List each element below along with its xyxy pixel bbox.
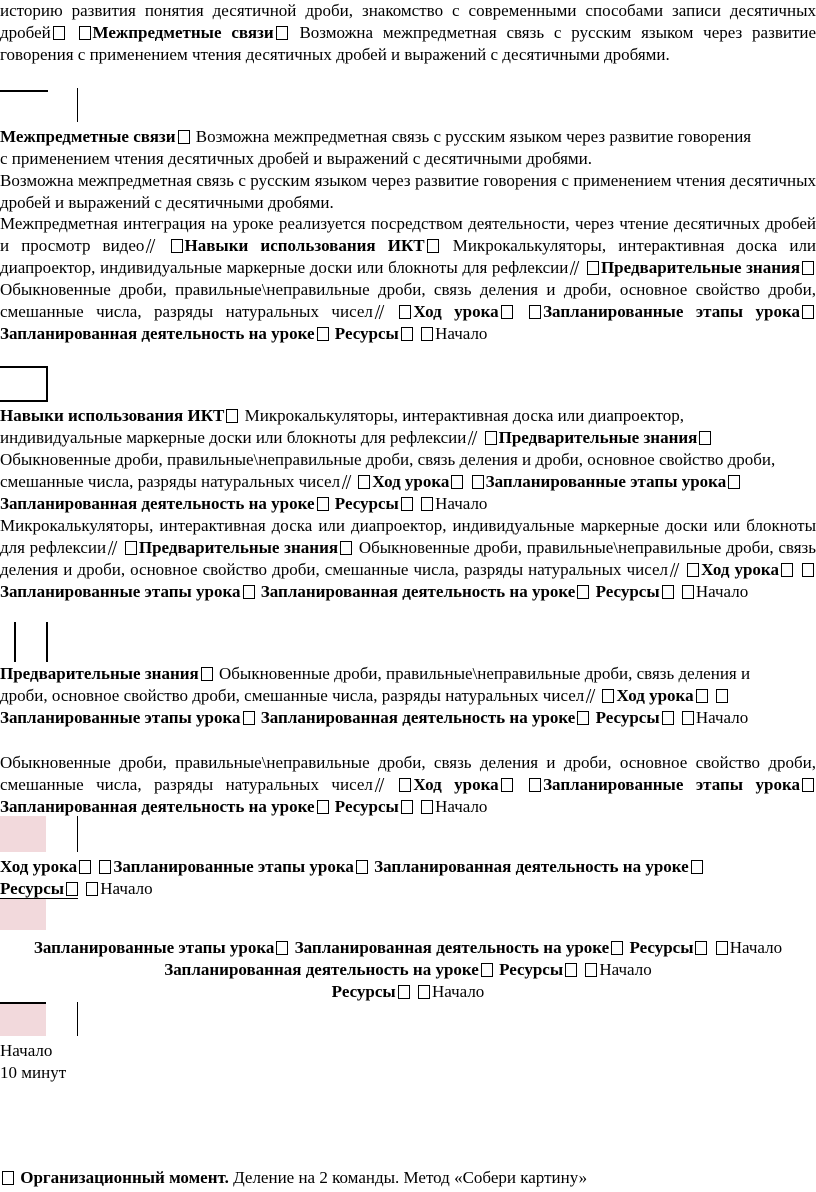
box-glyph-icon xyxy=(401,800,413,814)
table-border xyxy=(77,1002,78,1036)
box-glyph-icon xyxy=(401,327,413,341)
box-glyph-icon xyxy=(662,711,674,725)
box-glyph-icon xyxy=(472,475,484,489)
box-glyph-icon xyxy=(125,541,137,555)
slash-glyph-icon xyxy=(107,541,117,555)
box-glyph-icon xyxy=(99,860,111,874)
box-glyph-icon xyxy=(398,985,410,999)
slash-glyph-icon xyxy=(341,475,351,489)
box-glyph-icon xyxy=(481,963,493,977)
box-glyph-icon xyxy=(699,431,711,445)
box-glyph-icon xyxy=(802,778,814,792)
slash-glyph-icon xyxy=(585,689,595,703)
box-glyph-icon xyxy=(171,239,183,253)
slash-glyph-icon xyxy=(669,563,679,577)
box-glyph-icon xyxy=(317,497,329,511)
box-glyph-icon xyxy=(340,541,352,555)
box-glyph-icon xyxy=(691,860,703,874)
box-glyph-icon xyxy=(687,563,699,577)
box-glyph-icon xyxy=(781,563,793,577)
table-border xyxy=(77,816,78,852)
paragraph-fractions: Обыкновенные дроби, правильные\неправильные дроби, связь деления и дроби, основное свойство дроби, смешанные числа, разряды натуральных чисел Ход урока Запланированные этапы урока Запланированная деятельность на уроке Ресурсы Начало xyxy=(0,753,816,816)
box-glyph-icon xyxy=(421,800,433,814)
box-glyph-icon xyxy=(451,475,463,489)
box-glyph-icon xyxy=(399,778,411,792)
box-glyph-icon xyxy=(421,497,433,511)
box-glyph-icon xyxy=(529,778,541,792)
box-glyph-icon xyxy=(501,778,513,792)
slash-glyph-icon xyxy=(467,431,477,445)
box-glyph-icon xyxy=(577,585,589,599)
box-glyph-icon xyxy=(611,941,623,955)
box-glyph-icon xyxy=(276,941,288,955)
table-cell xyxy=(0,90,48,122)
box-glyph-icon xyxy=(79,860,91,874)
table-border xyxy=(77,88,78,122)
slash-glyph-icon xyxy=(145,239,155,253)
box-glyph-icon xyxy=(501,305,513,319)
box-glyph-icon xyxy=(226,409,238,423)
box-glyph-icon xyxy=(317,800,329,814)
paragraph-intro: историю развития понятия десятичной дроби, знакомство с современными способами записи десятичных дробей Межпредметные связи Возможна межпредметная связь с русским языком через развитие говорения с применением чтения десятичных дробей и выражений с десятичными дробями. xyxy=(0,1,816,64)
box-glyph-icon xyxy=(427,239,439,253)
table-cell-shaded xyxy=(0,1002,46,1036)
table-cell xyxy=(0,366,48,402)
table-cell-shaded xyxy=(0,898,46,930)
box-glyph-icon xyxy=(802,305,814,319)
box-glyph-icon xyxy=(802,261,814,275)
box-glyph-icon xyxy=(682,585,694,599)
box-glyph-icon xyxy=(399,305,411,319)
box-glyph-icon xyxy=(317,327,329,341)
slash-glyph-icon xyxy=(374,305,384,319)
box-glyph-icon xyxy=(716,689,728,703)
box-glyph-icon xyxy=(587,261,599,275)
box-glyph-icon xyxy=(86,882,98,896)
box-glyph-icon xyxy=(695,941,707,955)
box-glyph-icon xyxy=(418,985,430,999)
box-glyph-icon xyxy=(2,1171,14,1185)
box-glyph-icon xyxy=(401,497,413,511)
box-glyph-icon xyxy=(728,475,740,489)
table-cell-shaded xyxy=(0,816,46,852)
line-planned-activity: Запланированная деятельность на уроке Ресурсы Начало xyxy=(164,960,652,979)
box-glyph-icon xyxy=(662,585,674,599)
box-glyph-icon xyxy=(358,475,370,489)
slash-glyph-icon xyxy=(569,261,579,275)
box-glyph-icon xyxy=(577,711,589,725)
box-glyph-icon xyxy=(802,563,814,577)
box-glyph-icon xyxy=(716,941,728,955)
table-border xyxy=(14,622,16,662)
paragraph-interdisciplinary-2: Возможна межпредметная связь с русским языком через развитие говорения с применением чтения десятичных дробей и выражений с десятичными дробями. xyxy=(0,171,816,212)
box-glyph-icon xyxy=(565,963,577,977)
box-glyph-icon xyxy=(696,689,708,703)
box-glyph-icon xyxy=(485,431,497,445)
box-glyph-icon xyxy=(178,130,190,144)
lesson-start: Начало 10 минут xyxy=(0,1041,67,1082)
paragraph-org-moment: Организационный момент. Деление на 2 команды. Метод «Собери картину» xyxy=(0,1167,816,1189)
box-glyph-icon xyxy=(682,711,694,725)
paragraph-prior-knowledge: Предварительные знания Обыкновенные дроби, правильные\неправильные дроби, связь деления и дроби, основное свойство дроби, смешанные числа, разряды натуральных чисел Ход урока Запланированные этапы урока Запланированная деятельность на уроке Ресурсы Начало xyxy=(0,664,751,727)
box-glyph-icon xyxy=(421,327,433,341)
paragraph-interdisciplinary: Межпредметные связи Возможна межпредметная связь с русским языком через развитие говорения с применением чтения десятичных дробей и выражений с десятичными дробями. xyxy=(0,127,752,168)
paragraph-tools: Микрокалькуляторы, интерактивная доска или диапроектор, индивидуальные маркерные доски или блокноты для рефлексии Предварительные знания Обыкновенные дроби, правильные\неправильные дроби, связь деления и дроби, основное свойство дроби, смешанные числа, разряды натуральных чисел Ход урока Запланированные этапы урока Запланированная деятельность на уроке Ресурсы Начало xyxy=(0,516,816,601)
paragraph-integration: Межпредметная интеграция на уроке реализуется посредством деятельности, через чтение десятичных дробей и просмотр видео Навыки использования ИКТ Микрокалькуляторы, интерактивная доска или диапроектор, индивидуальные маркерные доски или блокноты для рефлексии Предварительные знания Обыкновенные дроби, правильные\неправильные дроби, связь деления и дроби, основное свойство дроби, смешанные числа, разряды натуральных чисел Ход урока Запланированные этапы урока Запланированная деятельность на уроке Ресурсы Начало xyxy=(0,214,816,343)
box-glyph-icon xyxy=(529,305,541,319)
table-border xyxy=(46,622,48,662)
box-glyph-icon xyxy=(356,860,368,874)
line-planned-stages: Запланированные этапы урока Запланированная деятельность на уроке Ресурсы Начало xyxy=(33,938,783,957)
table-border xyxy=(0,898,78,899)
box-glyph-icon xyxy=(243,711,255,725)
box-glyph-icon xyxy=(276,26,288,40)
box-glyph-icon xyxy=(79,26,91,40)
box-glyph-icon xyxy=(243,585,255,599)
line-resources: Ресурсы Начало xyxy=(331,982,485,1001)
paragraph-lesson-flow: Ход урока Запланированные этапы урока Запланированная деятельность на уроке Ресурсы Начало xyxy=(0,856,720,900)
box-glyph-icon xyxy=(201,667,213,681)
slash-glyph-icon xyxy=(374,778,384,792)
box-glyph-icon xyxy=(53,26,65,40)
box-glyph-icon xyxy=(585,963,597,977)
box-glyph-icon xyxy=(66,882,78,896)
paragraph-ict-skills: Навыки использования ИКТ Микрокалькуляторы, интерактивная доска или диапроектор, индивидуальные маркерные доски или блокноты для рефлексии Предварительные знания Обыкновенные дроби, правильные\неправильные дроби, связь деления и дроби, основное свойство дроби, смешанные числа, разряды натуральных чисел Ход урока Запланированные этапы урока Запланированная деятельность на уроке Ресурсы Начало xyxy=(0,406,776,513)
box-glyph-icon xyxy=(602,689,614,703)
